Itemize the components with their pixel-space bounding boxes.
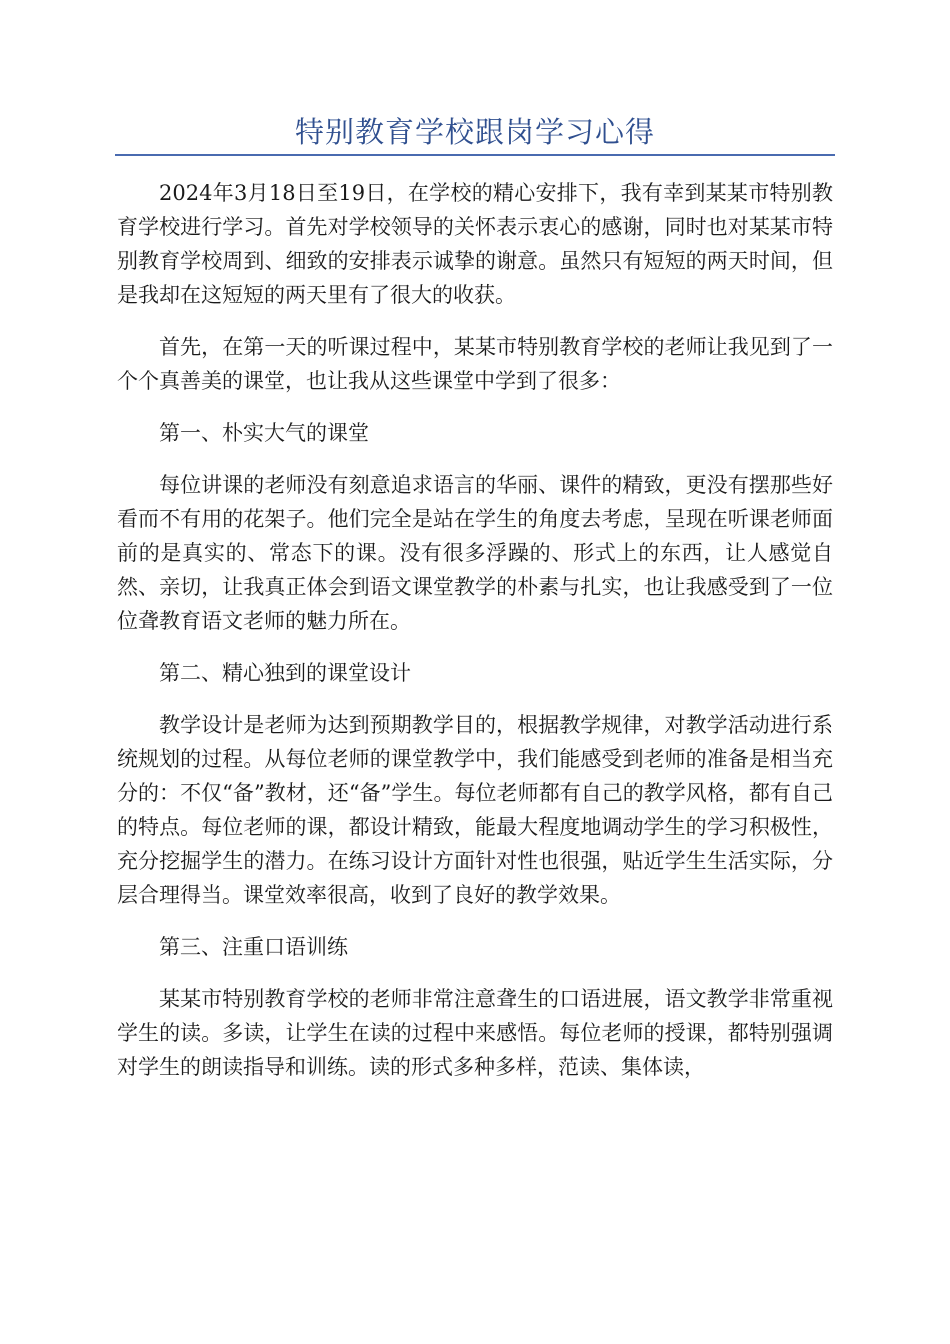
- section-heading-3: 第三、注重口语训练: [159, 935, 348, 959]
- paragraph-intro: 2024年3月18日至19日，在学校的精心安排下，我有幸到某某市特别教育学校进行学习。首先对学校领导的关怀表示衷心的感谢，同时也对某某市特别教育学校周到、细致的安排表示诚挚的谢意。虽然只有短短的两天时间，但是我却在这短短的两天里有了很大的收获。: [117, 181, 833, 307]
- paragraph-section-2: 教学设计是老师为达到预期教学目的，根据教学规律，对教学活动进行系统规划的过程。从每位老师的课堂教学中，我们能感受到老师的准备是相当充分的：不仅“备”教材，还“备”学生。每位老师都有自己的教学风格，都有自己的特点。每位老师的课，都设计精致，能最大程度地调动学生的学习积极性，充分挖掘学生的潜力。在练习设计方面针对性也很强，贴近学生生活实际，分层合理得当。课堂效率很高，收到了良好的教学效果。: [117, 713, 833, 907]
- paragraph-first-day: 首先，在第一天的听课过程中，某某市特别教育学校的老师让我见到了一个个真善美的课堂，也让我从这些课堂中学到了很多：: [117, 335, 833, 393]
- document-title: 特别教育学校跟岗学习心得: [294, 115, 655, 149]
- section-heading-2: 第二、精心独到的课堂设计: [159, 661, 411, 685]
- paragraph-section-3: 某某市特别教育学校的老师非常注意聋生的口语进展，语文教学非常重视学生的读。多读，让学生在读的过程中来感悟。每位老师的授课，都特别强调对学生的朗读指导和训练。读的形式多种多样，范读、集体读，: [117, 987, 833, 1079]
- title-underline: [115, 154, 835, 156]
- document-body: [117, 176, 833, 1102]
- section-heading-1: 第一、朴实大气的课堂: [159, 421, 369, 445]
- paragraph-section-1: 每位讲课的老师没有刻意追求语言的华丽、课件的精致，更没有摆那些好看而不有用的花架子。他们完全是站在学生的角度去考虑，呈现在听课老师面前的是真实的、常态下的课。没有很多浮躁的、形式上的东西，让人感觉自然、亲切，让我真正体会到语文课堂教学的朴素与扎实，也让我感受到了一位位聋教育语文老师的魅力所在。: [117, 473, 833, 633]
